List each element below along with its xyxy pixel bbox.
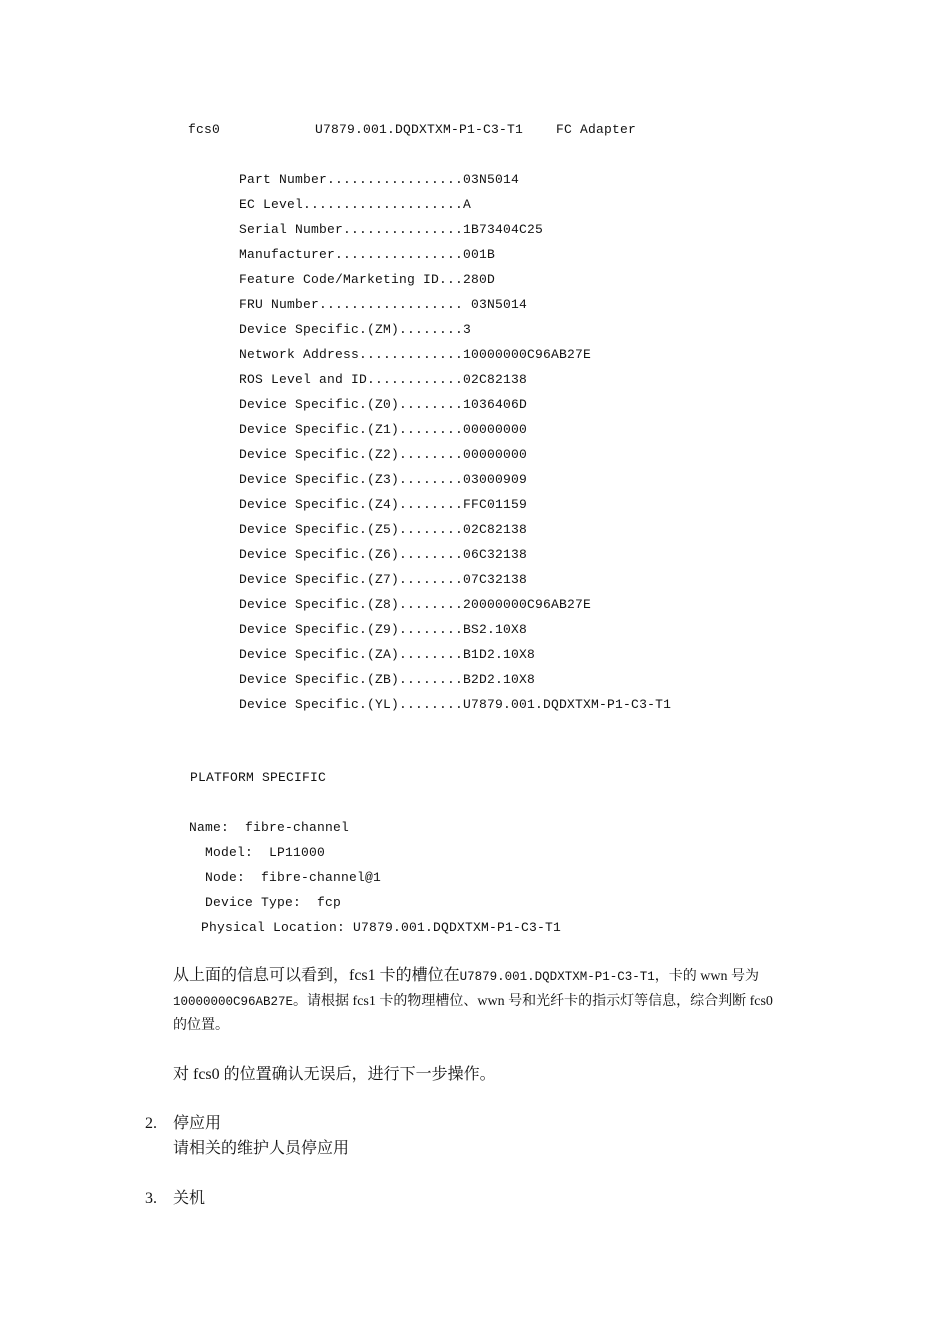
paragraph-1-location: U7879.001.DQDXTXM-P1-C3-T1 xyxy=(459,970,655,984)
vpd-line: ROS Level and ID............02C82138 xyxy=(239,372,528,387)
paragraph-1-text-a: 从上面的信息可以看到，fcs1 卡的槽位在 xyxy=(173,967,460,984)
vpd-line: Device Specific.(Z6)........06C32138 xyxy=(239,547,528,562)
step-2-number: 2. xyxy=(145,1115,157,1132)
vpd-line: Manufacturer................001B xyxy=(239,247,496,262)
vpd-line: Device Specific.(Z3)........03000909 xyxy=(239,472,528,487)
vpd-line: Feature Code/Marketing ID...280D xyxy=(239,272,496,287)
step-3-number: 3. xyxy=(145,1190,157,1207)
adapter-name: fcs0 xyxy=(188,122,221,137)
paragraph-1-text-c: ，卡的 wwn 号为 xyxy=(654,969,759,984)
paragraph-1-line-1 xyxy=(173,966,759,987)
platform-node: Node: fibre-channel@1 xyxy=(205,870,382,885)
vpd-line: Device Specific.(ZB)........B2D2.10X8 xyxy=(239,672,536,687)
vpd-line: Device Specific.(Z4)........FFC01159 xyxy=(239,497,528,512)
vpd-line: Device Specific.(Z7)........07C32138 xyxy=(239,572,528,587)
paragraph-1-line-3: 的位置。 xyxy=(173,1018,229,1033)
vpd-line: Device Specific.(ZA)........B1D2.10X8 xyxy=(239,647,536,662)
paragraph-1-text-d: 。请根据 fcs1 卡的物理槽位、wwn 号和光纤卡的指示灯等信息，综合判断 fcs0 xyxy=(293,994,773,1009)
vpd-line: Device Specific.(Z1)........00000000 xyxy=(239,422,528,437)
adapter-location: U7879.001.DQDXTXM-P1-C3-T1 xyxy=(315,122,524,137)
vpd-line: Device Specific.(YL)........U7879.001.DQDXTXM-P1-C3-T1 xyxy=(239,697,672,712)
step-2-body: 请相关的维护人员停应用 xyxy=(173,1140,350,1157)
vpd-line: Network Address.............10000000C96AB27E xyxy=(239,347,592,362)
paragraph-1-line-2 xyxy=(173,993,773,1011)
vpd-line: Device Specific.(Z9)........BS2.10X8 xyxy=(239,622,528,637)
platform-model: Model: LP11000 xyxy=(205,845,326,860)
vpd-line: Device Specific.(Z0)........1036406D xyxy=(239,397,528,412)
vpd-line: Device Specific.(Z5)........02C82138 xyxy=(239,522,528,537)
step-3-title: 关机 xyxy=(173,1190,206,1207)
paragraph-1-wwn: 10000000C96AB27E xyxy=(173,995,294,1009)
adapter-type: FC Adapter xyxy=(556,122,637,137)
vpd-line: FRU Number.................. 03N5014 xyxy=(239,297,528,312)
vpd-line: Part Number.................03N5014 xyxy=(239,172,520,187)
vpd-line: Device Specific.(Z2)........00000000 xyxy=(239,447,528,462)
platform-name: Name: fibre-channel xyxy=(189,820,350,835)
paragraph-2: 对 fcs0 的位置确认无误后，进行下一步操作。 xyxy=(173,1066,496,1083)
step-2-title: 停应用 xyxy=(173,1115,222,1132)
platform-device-type: Device Type: fcp xyxy=(205,895,342,910)
platform-physical-location: Physical Location: U7879.001.DQDXTXM-P1-C3-T1 xyxy=(201,920,562,935)
vpd-line: Device Specific.(Z8)........20000000C96AB27E xyxy=(239,597,592,612)
platform-heading: PLATFORM SPECIFIC xyxy=(190,770,327,785)
vpd-line: Device Specific.(ZM)........3 xyxy=(239,322,472,337)
vpd-line: Serial Number...............1B73404C25 xyxy=(239,222,544,237)
vpd-line: EC Level....................A xyxy=(239,197,472,212)
